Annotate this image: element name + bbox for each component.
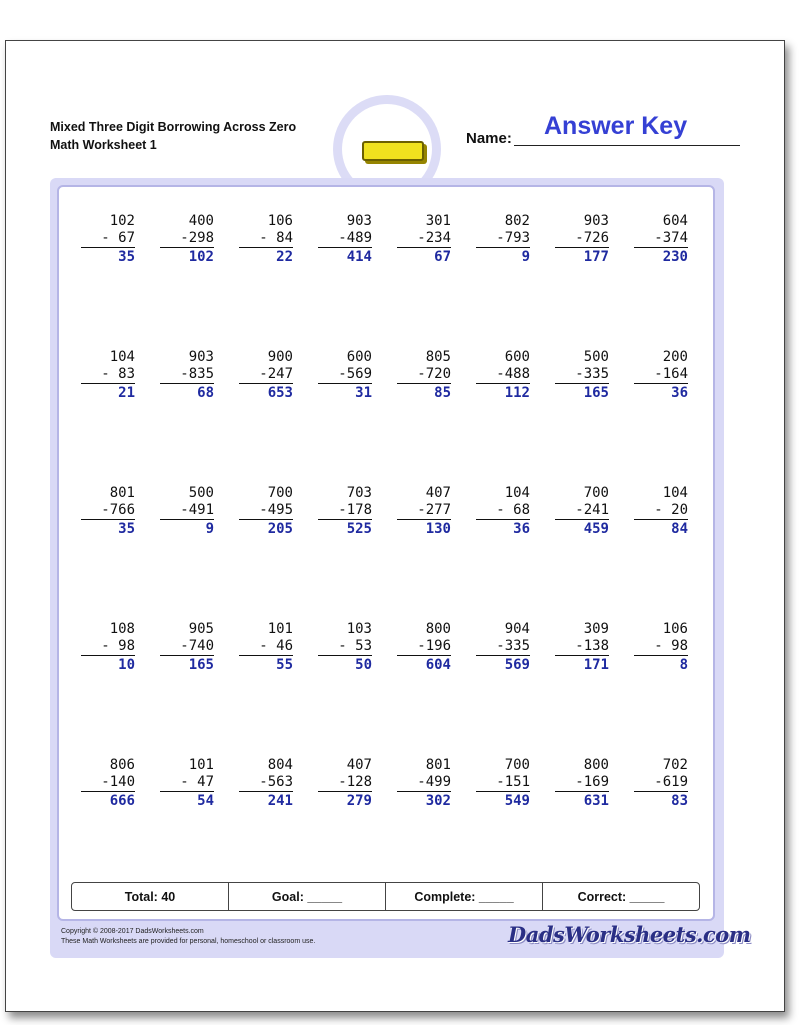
worksheet-title-line1: Mixed Three Digit Borrowing Across Zero bbox=[50, 120, 297, 134]
subtrahend: - 68 bbox=[476, 502, 530, 520]
subtrahend: -720 bbox=[397, 366, 451, 384]
minuend: 700 bbox=[583, 485, 609, 501]
subtrahend: - 83 bbox=[81, 366, 135, 384]
subtraction-problem bbox=[160, 213, 214, 266]
dadsworksheets-logo: DadsWorksheets.com bbox=[508, 922, 751, 947]
subtraction-problem bbox=[634, 213, 688, 266]
subtrahend: -488 bbox=[476, 366, 530, 384]
subtrahend: - 20 bbox=[634, 502, 688, 520]
minuend: 108 bbox=[109, 621, 135, 637]
minuend: 400 bbox=[188, 213, 214, 229]
subtrahend: - 67 bbox=[81, 230, 135, 248]
answer: 230 bbox=[662, 249, 688, 265]
answer: 653 bbox=[267, 385, 293, 401]
subtrahend: -793 bbox=[476, 230, 530, 248]
answer: 165 bbox=[188, 657, 214, 673]
subtraction-problem bbox=[476, 485, 530, 538]
minuend: 106 bbox=[662, 621, 688, 637]
subtrahend: - 46 bbox=[239, 638, 293, 656]
subtraction-problem bbox=[634, 621, 688, 674]
subtraction-problem bbox=[476, 349, 530, 402]
subtraction-problem bbox=[318, 349, 372, 402]
minuend: 903 bbox=[188, 349, 214, 365]
subtraction-problem bbox=[634, 757, 688, 810]
subtrahend: - 84 bbox=[239, 230, 293, 248]
minuend: 900 bbox=[267, 349, 293, 365]
minuend: 103 bbox=[346, 621, 372, 637]
answer: 35 bbox=[118, 249, 135, 265]
subtrahend: -766 bbox=[81, 502, 135, 520]
minuend: 600 bbox=[504, 349, 530, 365]
goal-cell: Goal: _____ bbox=[229, 883, 386, 910]
answer: 36 bbox=[671, 385, 688, 401]
minuend: 905 bbox=[188, 621, 214, 637]
subtraction-problem bbox=[397, 213, 451, 266]
subtrahend: -164 bbox=[634, 366, 688, 384]
minuend: 800 bbox=[583, 757, 609, 773]
minuend: 301 bbox=[425, 213, 451, 229]
answer: 36 bbox=[513, 521, 530, 537]
subtraction-problem bbox=[318, 621, 372, 674]
answer: 84 bbox=[671, 521, 688, 537]
minuend: 806 bbox=[109, 757, 135, 773]
minuend: 800 bbox=[425, 621, 451, 637]
answer: 525 bbox=[346, 521, 372, 537]
total-cell: Total: 40 bbox=[72, 883, 229, 910]
subtraction-problem bbox=[239, 621, 293, 674]
subtraction-problem bbox=[555, 485, 609, 538]
minuend: 604 bbox=[662, 213, 688, 229]
subtrahend: -138 bbox=[555, 638, 609, 656]
subtrahend: - 98 bbox=[634, 638, 688, 656]
minuend: 500 bbox=[583, 349, 609, 365]
answer: 22 bbox=[276, 249, 293, 265]
name-label: Name: bbox=[466, 130, 512, 147]
answer: 35 bbox=[118, 521, 135, 537]
subtraction-problem bbox=[476, 621, 530, 674]
subtraction-problem bbox=[397, 485, 451, 538]
answer: 8 bbox=[679, 657, 688, 673]
subtrahend: -151 bbox=[476, 774, 530, 792]
complete-cell: Complete: _____ bbox=[386, 883, 543, 910]
subtrahend: -491 bbox=[160, 502, 214, 520]
answer: 459 bbox=[583, 521, 609, 537]
answer: 54 bbox=[197, 793, 214, 809]
score-bar bbox=[71, 882, 700, 911]
minuend: 801 bbox=[109, 485, 135, 501]
subtrahend: -196 bbox=[397, 638, 451, 656]
answer: 130 bbox=[425, 521, 451, 537]
subtrahend: -335 bbox=[476, 638, 530, 656]
subtrahend: -140 bbox=[81, 774, 135, 792]
minuend: 804 bbox=[267, 757, 293, 773]
answer: 85 bbox=[434, 385, 451, 401]
answer: 50 bbox=[355, 657, 372, 673]
minuend: 802 bbox=[504, 213, 530, 229]
correct-cell: Correct: _____ bbox=[577, 889, 665, 904]
subtraction-problem bbox=[318, 485, 372, 538]
subtrahend: -740 bbox=[160, 638, 214, 656]
subtrahend: -128 bbox=[318, 774, 372, 792]
answer: 666 bbox=[109, 793, 135, 809]
minuend: 600 bbox=[346, 349, 372, 365]
answer: 68 bbox=[197, 385, 214, 401]
subtraction-problem bbox=[397, 621, 451, 674]
answer: 279 bbox=[346, 793, 372, 809]
answer: 55 bbox=[276, 657, 293, 673]
minuend: 903 bbox=[346, 213, 372, 229]
subtraction-problem bbox=[81, 485, 135, 538]
answer: 631 bbox=[583, 793, 609, 809]
subtrahend: - 98 bbox=[81, 638, 135, 656]
subtrahend: -247 bbox=[239, 366, 293, 384]
subtraction-problem bbox=[160, 349, 214, 402]
subtraction-problem bbox=[476, 213, 530, 266]
subtrahend: -499 bbox=[397, 774, 451, 792]
answer: 177 bbox=[583, 249, 609, 265]
usage-note: These Math Worksheets are provided for personal, homeschool or classroom use. bbox=[61, 938, 316, 945]
answer: 569 bbox=[504, 657, 530, 673]
subtrahend: -835 bbox=[160, 366, 214, 384]
copyright-notice bbox=[61, 927, 315, 947]
answer: 205 bbox=[267, 521, 293, 537]
answer: 241 bbox=[267, 793, 293, 809]
minuend: 801 bbox=[425, 757, 451, 773]
subtraction-problem bbox=[160, 757, 214, 810]
subtraction-problem bbox=[397, 757, 451, 810]
minuend: 104 bbox=[109, 349, 135, 365]
subtraction-problem bbox=[239, 213, 293, 266]
answer: 67 bbox=[434, 249, 451, 265]
answer: 31 bbox=[355, 385, 372, 401]
subtrahend: -563 bbox=[239, 774, 293, 792]
subtrahend: -169 bbox=[555, 774, 609, 792]
subtraction-problem bbox=[239, 485, 293, 538]
subtrahend: -619 bbox=[634, 774, 688, 792]
minuend: 309 bbox=[583, 621, 609, 637]
subtrahend: -489 bbox=[318, 230, 372, 248]
subtrahend: -241 bbox=[555, 502, 609, 520]
subtraction-problem bbox=[555, 213, 609, 266]
minuend: 805 bbox=[425, 349, 451, 365]
copyright-text: Copyright © 2008-2017 DadsWorksheets.com bbox=[61, 928, 204, 935]
answer: 165 bbox=[583, 385, 609, 401]
minuend: 703 bbox=[346, 485, 372, 501]
minuend: 702 bbox=[662, 757, 688, 773]
answer: 21 bbox=[118, 385, 135, 401]
minuend: 104 bbox=[504, 485, 530, 501]
subtraction-problem bbox=[634, 485, 688, 538]
answer: 414 bbox=[346, 249, 372, 265]
answer: 9 bbox=[205, 521, 214, 537]
minuend: 200 bbox=[662, 349, 688, 365]
minuend: 904 bbox=[504, 621, 530, 637]
minuend: 700 bbox=[504, 757, 530, 773]
minuend: 101 bbox=[267, 621, 293, 637]
subtrahend: - 47 bbox=[160, 774, 214, 792]
subtraction-problem bbox=[318, 213, 372, 266]
subtraction-problem bbox=[634, 349, 688, 402]
subtrahend: -726 bbox=[555, 230, 609, 248]
minuend: 102 bbox=[109, 213, 135, 229]
subtraction-problem bbox=[555, 757, 609, 810]
subtraction-problem bbox=[81, 621, 135, 674]
worksheet-page bbox=[5, 40, 785, 1012]
answer: 10 bbox=[118, 657, 135, 673]
answer-key-label: Answer Key bbox=[544, 112, 688, 140]
minuend: 700 bbox=[267, 485, 293, 501]
problem-grid bbox=[57, 185, 715, 921]
worksheet-title bbox=[50, 118, 296, 154]
subtraction-problem bbox=[81, 349, 135, 402]
minuend: 407 bbox=[425, 485, 451, 501]
answer: 171 bbox=[583, 657, 609, 673]
subtrahend: -277 bbox=[397, 502, 451, 520]
subtrahend: -234 bbox=[397, 230, 451, 248]
minus-symbol-icon bbox=[362, 141, 424, 161]
subtraction-problem bbox=[239, 757, 293, 810]
subtrahend: -335 bbox=[555, 366, 609, 384]
subtraction-problem bbox=[239, 349, 293, 402]
subtrahend: -495 bbox=[239, 502, 293, 520]
minuend: 903 bbox=[583, 213, 609, 229]
subtraction-problem bbox=[318, 757, 372, 810]
problems-frame bbox=[50, 178, 751, 958]
answer: 302 bbox=[425, 793, 451, 809]
subtrahend: -298 bbox=[160, 230, 214, 248]
subtraction-problem bbox=[81, 757, 135, 810]
name-line bbox=[514, 145, 740, 146]
subtrahend: - 53 bbox=[318, 638, 372, 656]
answer: 102 bbox=[188, 249, 214, 265]
answer: 112 bbox=[504, 385, 530, 401]
worksheet-title-line2: Math Worksheet 1 bbox=[50, 138, 157, 152]
minuend: 500 bbox=[188, 485, 214, 501]
minuend: 106 bbox=[267, 213, 293, 229]
subtraction-problem bbox=[476, 757, 530, 810]
minuend: 101 bbox=[188, 757, 214, 773]
subtraction-problem bbox=[555, 349, 609, 402]
subtraction-problem bbox=[397, 349, 451, 402]
subtraction-problem bbox=[160, 485, 214, 538]
answer: 604 bbox=[425, 657, 451, 673]
answer: 549 bbox=[504, 793, 530, 809]
answer: 9 bbox=[521, 249, 530, 265]
subtrahend: -374 bbox=[634, 230, 688, 248]
minuend: 104 bbox=[662, 485, 688, 501]
answer: 83 bbox=[671, 793, 688, 809]
minuend: 407 bbox=[346, 757, 372, 773]
subtrahend: -569 bbox=[318, 366, 372, 384]
subtraction-problem bbox=[555, 621, 609, 674]
subtraction-problem bbox=[81, 213, 135, 266]
subtraction-problem bbox=[160, 621, 214, 674]
subtrahend: -178 bbox=[318, 502, 372, 520]
